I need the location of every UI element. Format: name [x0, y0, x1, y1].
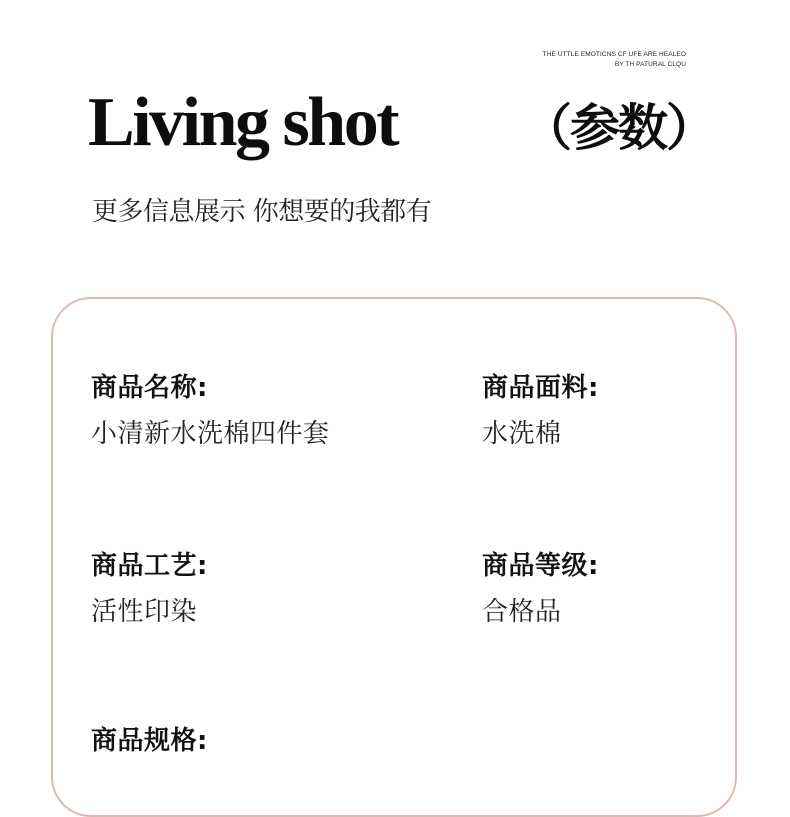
tagline [446, 50, 686, 70]
spec-label: 商品等级: [482, 551, 599, 581]
page-title: Living shot [88, 84, 397, 161]
spec-item-craft [91, 549, 208, 629]
spec-value: 合格品 [482, 597, 562, 627]
page-title-cn: （参数） [522, 99, 714, 157]
tagline-line-1: THE UTTLE EMOTICNS CF UFE ARE HEALEO [542, 51, 686, 58]
spec-value: 小清新水洗棉四件套 [91, 419, 330, 449]
spec-label: 商品规格: [91, 726, 208, 756]
spec-value: 活性印染 [91, 597, 198, 627]
page-subtitle: 更多信息展示 你想要的我都有 [92, 197, 432, 227]
spec-item-size [91, 724, 208, 758]
spec-item-grade [482, 549, 599, 629]
spec-label: 商品面料: [482, 373, 599, 403]
spec-label: 商品名称: [91, 373, 208, 403]
spec-value: 水洗棉 [482, 419, 562, 449]
spec-item-name [91, 371, 330, 451]
spec-label: 商品工艺: [91, 551, 208, 581]
tagline-line-2: BY TH PATURAL CLQU [614, 61, 686, 68]
spec-item-fabric [482, 371, 599, 451]
